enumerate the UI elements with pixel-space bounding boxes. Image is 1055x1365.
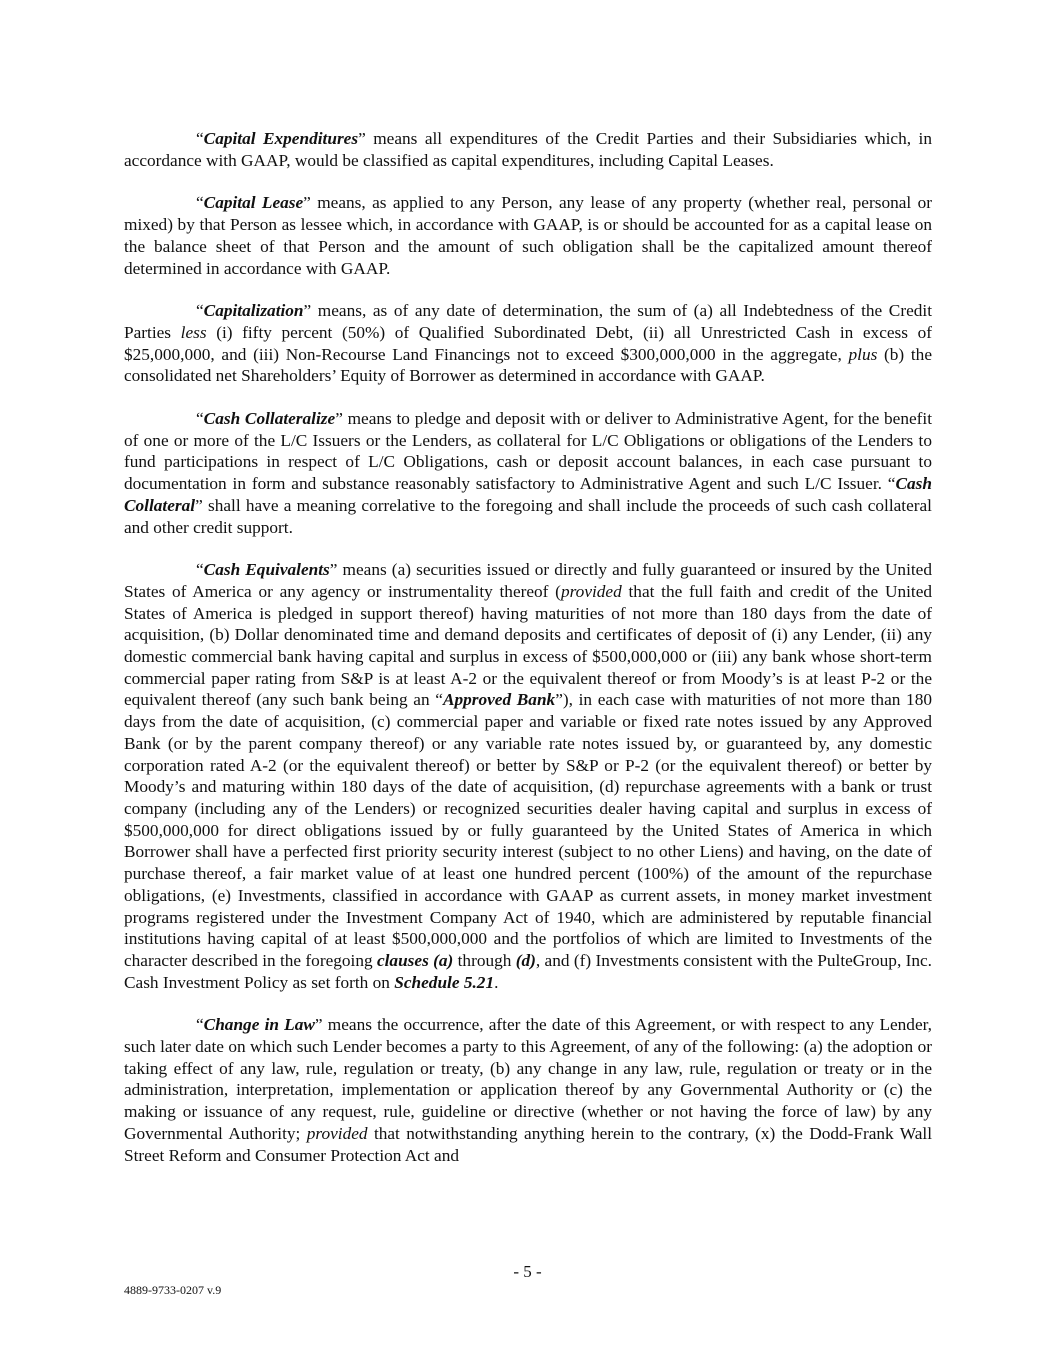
defined-term: Approved Bank bbox=[442, 690, 556, 710]
defined-term: Schedule 5.21 bbox=[394, 972, 495, 992]
defined-term: Capitalization bbox=[203, 301, 304, 321]
italic-text: less bbox=[180, 322, 207, 342]
paragraph-text: “ bbox=[196, 409, 204, 429]
paragraph-text: , and (f) Investments consistent with the PulteGroup, Inc. Cash Investment Policy as set forth on bbox=[124, 950, 932, 992]
paragraph-text: ” means to pledge and deposit with or deliver to Administrative Agent, for the benefit of one or more of the L/C Issuers or the Lenders, as collateral for L/C Obligations or obligations of the Lenders to fund participations in respect of L/C Obligations, cash or deposit account balances, in each case pursuant to documentation in form and substance reasonably satisfactory to Administrative Agent and such L/C Issuer. “ bbox=[124, 409, 933, 494]
defined-term: Change in Law bbox=[203, 1015, 315, 1035]
paragraph-text: ” shall have a meaning correlative to the foregoing and shall include the proceeds of such cash collateral and other credit support. bbox=[124, 495, 932, 537]
paragraph-text: “ bbox=[196, 129, 204, 148]
paragraph-text: “ bbox=[196, 560, 204, 580]
paragraph-text: (b) the consolidated net Shareholders’ Equity of Borrower as determined in accordance with GAAP. bbox=[124, 344, 932, 386]
italic-text: provided bbox=[306, 1123, 368, 1143]
paragraph-text: that the full faith and credit of the United States of America is pledged in support thereof) having maturities of not more than 180 days from the date of acquisition, (b) Dollar denominated time and demand deposits and certificates of deposit of (i) any Lender, (ii) any domestic commercial bank having capital and surplus in excess of $500,000,000 or (iii) any bank whose short-term commercial paper rating from S&P is at least A-2 or the equivalent thereof or from Moody’s is at least P-2 or the equivalent thereof (any such bank being an “ bbox=[124, 581, 933, 710]
paragraph-text: ”), in each case with maturities of not more than 180 days from the date of acquisition, (c) commercial paper and variable or fixed rate notes issued by any Approved Bank (or by the parent company thereof) or any variable rate notes issued by, or guaranteed by, any domestic corporation rated A-2 (or the equivalent thereof) or better by S&P or P-2 (or the equivalent thereof) or better by Moody’s and maturing within 180 days of the date of acquisition, (d) repurchase agreements with a bank or trust company (including any of the Lenders) or recognized securities dealer having capital and surplus in excess of $500,000,000 for direct obligations issued by or fully guaranteed by the United States of America in which Borrower shall have a perfected first priority security interest (subject to no other Liens) and having, on the date of purchase thereof, a fair market value of at least one hundred percent (100%) of the amount of the repurchase obligations, (e) Investments, classified in accordance with GAAP as current assets, in money market investment programs registered under the Investment Company Act of 1940, which are administered by reputable financial institutions having capital of at least $500,000,000 and the portfolios of which are limited to Investments of the character described in the foregoing bbox=[124, 690, 932, 970]
defined-term: (d) bbox=[515, 950, 536, 970]
defined-term: Capital Lease bbox=[203, 193, 304, 213]
definition-paragraph bbox=[124, 128, 932, 171]
document-id: 4889-9733-0207 v.9 bbox=[124, 1283, 222, 1297]
paragraph-text: that notwithstanding anything herein to the contrary, (x) the Dodd-Frank Wall Street Reform and Consumer Protection Act and bbox=[124, 1123, 932, 1165]
page-number: - 5 - bbox=[513, 1262, 542, 1281]
paragraph-text: “ bbox=[196, 193, 204, 213]
paragraph-text: ” means, as applied to any Person, any lease of any property (whether real, personal or mixed) by that Person as lessee which, in accordance with GAAP, is or should be accounted for as a capital lease on the balance sheet of that Person and the amount of such obligation shall be the capitalized amount thereof determined in accordance with GAAP. bbox=[124, 193, 932, 278]
defined-term: Cash Collateralize bbox=[203, 409, 336, 429]
paragraph-text: ” means (a) securities issued or directly and fully guaranteed or insured by the United States of America or any agency or instrumentality thereof ( bbox=[124, 560, 932, 601]
paragraph-text: ” means all expenditures of the Credit Parties and their Subsidiaries which, in accordance with GAAP, would be classified as capital expenditures, including Capital Leases. bbox=[124, 129, 932, 170]
paragraph-text: (i) fifty percent (50%) of Qualified Subordinated Debt, (ii) all Unrestricted Cash in excess of $25,000,000, and (iii) Non-Recourse Land Financings not to exceed $300,000,000 in the aggregate, bbox=[124, 322, 932, 364]
paragraph-text: ” means the occurrence, after the date of this Agreement, or with respect to any Lender, such later date on which such Lender becomes a party to this Agreement, of any of the following: (a) the adoption or taking effect of any law, rule, regulation or treaty, (b) any change in any law, rule, regulation or treaty or in the administration, interpretation, implementation or application thereof by any Governmental Authority or (c) the making or issuance of any request, rule, guideline or directive (whether or not having the force of law) by any Governmental Authority; bbox=[124, 1015, 933, 1143]
defined-term: Capital Expenditures bbox=[203, 129, 359, 148]
definition-paragraph bbox=[124, 408, 932, 538]
paragraph-text: through bbox=[453, 950, 516, 970]
defined-term: Cash Equivalents bbox=[203, 560, 330, 580]
italic-text: plus bbox=[848, 344, 878, 364]
italic-text: provided bbox=[560, 581, 622, 601]
document-body bbox=[124, 128, 932, 1187]
paragraph-text: “ bbox=[196, 301, 204, 321]
paragraph-text: “ bbox=[196, 1015, 204, 1035]
definition-paragraph bbox=[124, 1014, 932, 1166]
definition-paragraph bbox=[124, 192, 932, 279]
paragraph-text: . bbox=[494, 972, 499, 992]
paragraph-text: ” means, as of any date of determination, the sum of (a) all Indebtedness of the Credit Parties bbox=[124, 301, 932, 342]
defined-term: clauses (a) bbox=[376, 950, 454, 970]
defined-term: Cash Collateral bbox=[124, 474, 932, 515]
definition-paragraph bbox=[124, 300, 932, 387]
definition-paragraph bbox=[124, 559, 932, 993]
